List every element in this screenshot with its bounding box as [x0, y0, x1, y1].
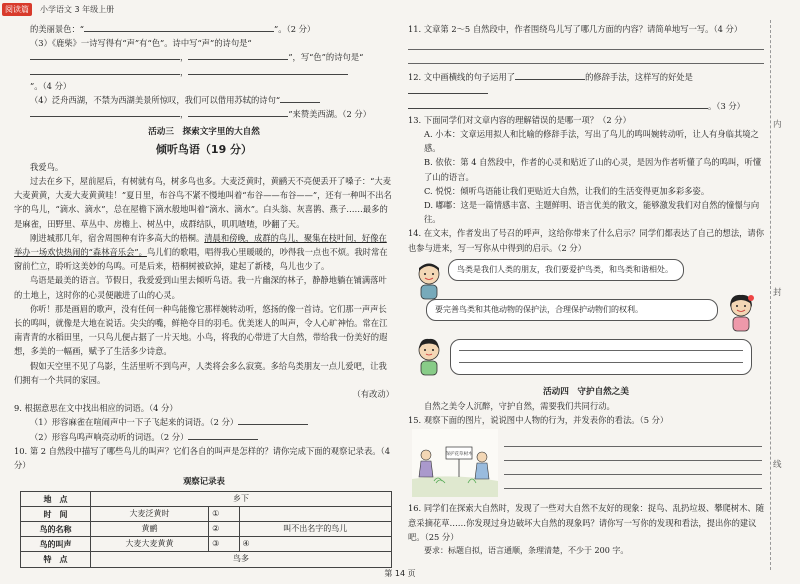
- activity-3-heading: 活动三 探索文字里的大自然: [148, 127, 260, 138]
- question-9: 9. 根据意思在文中找出相应的词语。（4 分）: [14, 403, 178, 414]
- question-9-1: （1）形容麻雀在喧闹声中一下子飞起来的词语。（2 分）: [14, 415, 394, 429]
- essay-para-1: 过去在乡下，屋前屋后，有树就有鸟，树多鸟也多。大麦泛黄时，黄鹂天不亮便丢开了嗓子：“大麦大麦黄黄，大麦大麦黄黄哇！”夏日里，布谷鸟不紧不慢地叫着“布谷——布谷——”，还有一种叫不出名字的鸟儿，“滴水、滴水”，总在屋檐下滴水般地叫着“滴水、滴水”。白头翁、灰喜鹊、燕子……最多的是麻雀，田野里、草丛中、房檐上、树丛中，成群结队，叽叽喳喳，吵翻了天。: [14, 176, 392, 229]
- option-d[interactable]: D. 嘟嘟：这是一篇情感丰富、主题鲜明、语言优美的散文，能够激发我们对自然的憧憬与向往。: [424, 200, 760, 225]
- essay-title: 倾听鸟语（19 分）: [155, 142, 253, 156]
- student-avatar: [412, 337, 446, 377]
- table-row: 鸟的叫声 大麦大麦黄黄 ③ ④: [21, 537, 392, 552]
- question-3: （3）《鹿柴》一诗写得有“声”有“色”。诗中写“声”的诗句是“: [30, 38, 252, 49]
- answer-line[interactable]: [504, 475, 762, 489]
- question-12: 12. 文中画横线的句子运用了 的修辞手法，这样写的好处是: [408, 70, 764, 98]
- question-9-2: （2）形容鸟鸣声响亮动听的词语。（2 分）: [14, 430, 394, 444]
- essay-salutation: 我爱鸟。: [30, 161, 64, 172]
- binding-mark-middle: 封: [773, 288, 782, 298]
- binding-mark-bottom: 线: [773, 460, 782, 470]
- girl-avatar: [724, 293, 758, 333]
- question-16: 16. 同学们在探索大自然时，发现了一些对大自然不友好的现象：捉鸟、乱扔垃圾、攀爬树木、随意采摘花草……你发现过身边破坏大自然的现象吗？请你写一写你的发现和看法，提出你的建议吧。（25 分）: [408, 503, 765, 542]
- answer-line[interactable]: [504, 447, 762, 461]
- option-c[interactable]: C. 悦悦：倾听鸟语能让我们更贴近大自然，让我们的生活变得更加多彩多姿。: [424, 185, 710, 196]
- question-prev-line: 的美丽景色：“ ”。（2 分）: [30, 24, 316, 34]
- activity-4-heading: 活动四 守护自然之美: [543, 386, 629, 397]
- answer-line[interactable]: [504, 433, 762, 447]
- option-b[interactable]: B. 依依：第 4 自然段中，作者的心灵和贴近了山的心灵，是因为作者听懂了鸟的鸣叫，听懂了山的语言。: [424, 157, 762, 182]
- answer-line[interactable]: [408, 50, 764, 64]
- scene-illustration: [412, 429, 498, 497]
- table-row: 鸟的名称 黄鹂 ② 叫不出名字的鸟儿: [21, 521, 392, 536]
- activity-4-intro: 自然之美令人沉醉，守护自然，需要我们共同行动。: [424, 401, 615, 412]
- question-14: 14. 在文末，作者发出了号召的呼声，这给你带来了什么启示？同学们都表达了自己的想法，请你也参与进来，写一写你从中得到的启示。（2 分）: [408, 228, 765, 253]
- sign-text: 保护花草树木: [445, 452, 473, 458]
- book-title: 小学语文 3 年级上册: [40, 5, 115, 14]
- essay-para-4: 你听！那是画眉的歌声，没有任何一种鸟能像它那样婉转动听，悠扬的像一首诗。它们那一声声长长的鸣叫，就像是大地在说话。尖尖的嘴，鲜艳夺目的羽毛。优美迷人的叫声，令人心旷神怡。常在江南青青的水稻田里，一只鸟儿便占据了一片天地。小鸟，将我的心带进了大自然，带给我一份美好的遐想，多美的一幅画，赋予了生活多少诗意。: [14, 303, 388, 357]
- left-column: 的美丽景色：“ ”。（2 分） （3）《鹿柴》一诗写得有“声”有“色”。诗中写“声”的诗句是“ ， ”，写“色”的诗句是“ ， ”。（4 分） （4）泛舟西湖，不禁为西湖美景所惊叹，我们可以借用苏轼的诗句“ ， ”来赞美西湖。（2 分） 活动三 探索文字里的大自然 倾听鸟语（19 分） 我爱鸟。 过去在乡下，屋前屋后，有树就有鸟，树多鸟也多。大麦泛黄时，黄鹂天不亮便丢开了嗓子：“大麦大麦黄黄，大麦大麦黄黄哇！”夏日里，布谷鸟不紧不慢地叫着“布谷——布谷——”，还有一种叫不出名字的鸟儿，“滴水、滴水”，总在屋檐下滴水般地叫着“滴水、滴水”。白头翁、灰喜鹊、燕子……最多的是麻雀，田野里、草丛中、房檐上、树丛中，成群结队，叽叽喳喳，吵翻了天。 刚进城那几年，宿舍周围种有许多高大的梧桐。清晨和傍晚，成群的鸟儿，聚集在枝叶间，好像在举办一场欢快热闹的“森林音乐会”。鸟儿们的歌唱，唱得我心里暖暖的，吵得我一点也不烦。我时常在窗前伫立，聆听这美妙的鸟鸣。可是后来，梧桐树被砍掉，建起了新楼，鸟儿也少了。 鸟语是最美的语言。节假日，我爱爱到山里去倾听鸟语。我一片幽深的林子，静静地躺在铺满落叶的土地上，这时你的心灵便融进了山的心灵。 你听！那是画眉的歌声，没有任何一种鸟能像它那样婉转动听，悠扬的像一首诗。它们那一声声长长的鸣叫，就像是大地在说话。尖尖的嘴，鲜艳夺目的羽毛。优美迷人的叫声，令人心旷神怡。常在江南青青的水稻田里，一只鸟儿便占据了一片天地。小鸟，将我的心带进了大自然，带给我一份美好的遐想，多美的一幅画，赋予了生活多少诗意。 假如天空里不见了鸟影，生活里听不到鸟声，人类将会多么寂寞。多给鸟类朋友一点儿爱吧，让我们拥有一个共同的家园。 （有改动） 9. 根据意思在文中找出相应的词语。（4 分） （1）形容麻雀在喧闹声中一下子飞起来的词语。（2 分） （2）形容鸟鸣声响亮动听的词语。（2 分） 10. 第 2 自然段中描写了哪些鸟儿的叫声？它们各自的叫声是怎样的？请你完成下面的观察记录表。（4 分） 观察记录表 地 点 乡下 时 间 大麦泛黄时 ① 鸟的名称 黄鹂 ② 叫不出名字的鸟儿 鸟的叫声 大麦大麦黄黄 ③ ④ 特 点 鸟多: [14, 22, 394, 568]
- question-15: 15. 观察下面的图片，说说图中人物的行为，并发表你的看法。（5 分）: [408, 415, 669, 426]
- question-4: （4）泛舟西湖，不禁为西湖美景所惊叹，我们可以借用苏轼的诗句“: [14, 93, 394, 107]
- question-13: 13. 下面同学们对文章内容的理解错误的是哪一项？（2 分）: [408, 114, 631, 125]
- right-column: 11. 文章第 2～5 自然段中，作者围绕鸟儿写了哪几方面的内容？请简单地写一写。（4 分） 12. 文中画横线的句子运用了 的修辞手法，这样写的好处是 。（3 分） 13. 下面同学们对文章内容的理解错误的是哪一项？（2 分） A. 小本：文章运用拟人和比喻的修辞手法，写出了鸟儿的鸣叫婉转动听，让人有身临其境之感。 B. 依依：第 4 自然段中，作者的心灵和贴近了山的心灵，是因为作者听懂了鸟的鸣叫，听懂了山的语言。 C. 悦悦：倾听鸟语能让我们更贴近大自然，让我们的生活变得更加多彩多姿。 D. 嘟嘟：这是一篇情感丰富、主题鲜明、语言优美的散文，能够激发我们对自然的憧憬与向往。 14. 在文末，作者发出了号召的呼声，这给你带来了什么启示？同学们都表达了自己的想法，请你也参与进来，写一写你从中得到的启示。（2 分） 鸟类是我们人类的朋友，我们要爱护鸟类，和鸟类和谐相处。 要完善鸟类和其他动物的保护法，合理保护动物们的权利。 活动四 守护自然之美 自然之美令人沉醉，守护自然，需要我们共同行动。 15. 观察下面的图片，说说图中人物的行为，并发表你的看法。（5 分） 保护花草树木 16. 同学们在探索大自然时，发现了一些对大自然不友好的现象：捉鸟、乱扔垃圾、攀爬树木、随意采摘花草……你发现过身边破坏大自然的现象吗？请你写一写你的发现和看法，提出你的建议吧。（25 分） 要求：标题自拟，语言通顺，条理清楚，不少于 200 字。: [408, 22, 764, 558]
- question-10: 10. 第 2 自然段中描写了哪些鸟儿的叫声？它们各自的叫声是怎样的？请你完成下面的观察记录表。（4 分）: [14, 445, 390, 471]
- underlined-sentence: 清晨和傍晚，成群的鸟儿，聚集在枝叶间，好像在举办一场欢快热闹的“森林音乐会”。: [14, 232, 387, 258]
- answer-bubble[interactable]: [450, 339, 752, 375]
- page-number: 第 14 页: [384, 569, 416, 578]
- table-row: 时 间 大麦泛黄时 ①: [21, 506, 392, 521]
- essay-para-3: 鸟语是最美的语言。节假日，我爱爱到山里去倾听鸟语。我一片幽深的林子，静静地躺在铺满落叶的土地上，这时你的心灵便融进了山的心灵。: [14, 275, 387, 300]
- answer-line[interactable]: [504, 461, 762, 475]
- speech-bubble-2: 要完善鸟类和其他动物的保护法，合理保护动物们的权利。: [426, 299, 718, 321]
- question-16-requirement: 要求：标题自拟，语言通顺，条理清楚，不少于 200 字。: [424, 546, 629, 556]
- page-header: [0, 0, 800, 20]
- binding-mark-top: 内: [773, 120, 782, 130]
- essay-para-5: 假如天空里不见了鸟影，生活里听不到鸟声，人类将会多么寂寞。多给鸟类朋友一点儿爱吧，让我们拥有一个共同的家园。: [14, 360, 387, 385]
- table-row: 特 点 鸟多: [21, 552, 392, 567]
- boy-avatar: [412, 261, 446, 301]
- table-title: 观察记录表: [183, 476, 225, 487]
- binding-line: [770, 20, 771, 570]
- option-a[interactable]: A. 小本：文章运用拟人和比喻的修辞手法，写出了鸟儿的鸣叫婉转动听，让人有身临其境之感。: [424, 129, 759, 154]
- source-note: （有改动）: [352, 389, 394, 400]
- question-11: 11. 文章第 2～5 自然段中，作者围绕鸟儿写了哪几方面的内容？请简单地写一写。（4 分）: [408, 24, 743, 34]
- answer-line[interactable]: [408, 36, 764, 50]
- observation-table: [20, 491, 392, 568]
- question-15-area: [408, 427, 764, 501]
- discussion-area: [408, 255, 764, 381]
- essay-para-2: 刚进城那几年，宿舍周围种有许多高大的梧桐。清晨和傍晚，成群的鸟儿，聚集在枝叶间，好像在举办一场欢快热闹的“森林音乐会”。鸟儿们的歌唱，唱得我心里暖暖的，吵得我一点也不烦。我时常在窗前伫立，聆听这美妙的鸟鸣。可是后来，梧桐树被砍掉，建起了新楼，鸟儿也少了。: [14, 232, 388, 272]
- table-row: 地 点 乡下: [21, 491, 392, 506]
- section-badge: 阅读篇: [2, 3, 32, 16]
- speech-bubble-1: 鸟类是我们人类的朋友，我们要爱护鸟类，和鸟类和谐相处。: [448, 259, 684, 281]
